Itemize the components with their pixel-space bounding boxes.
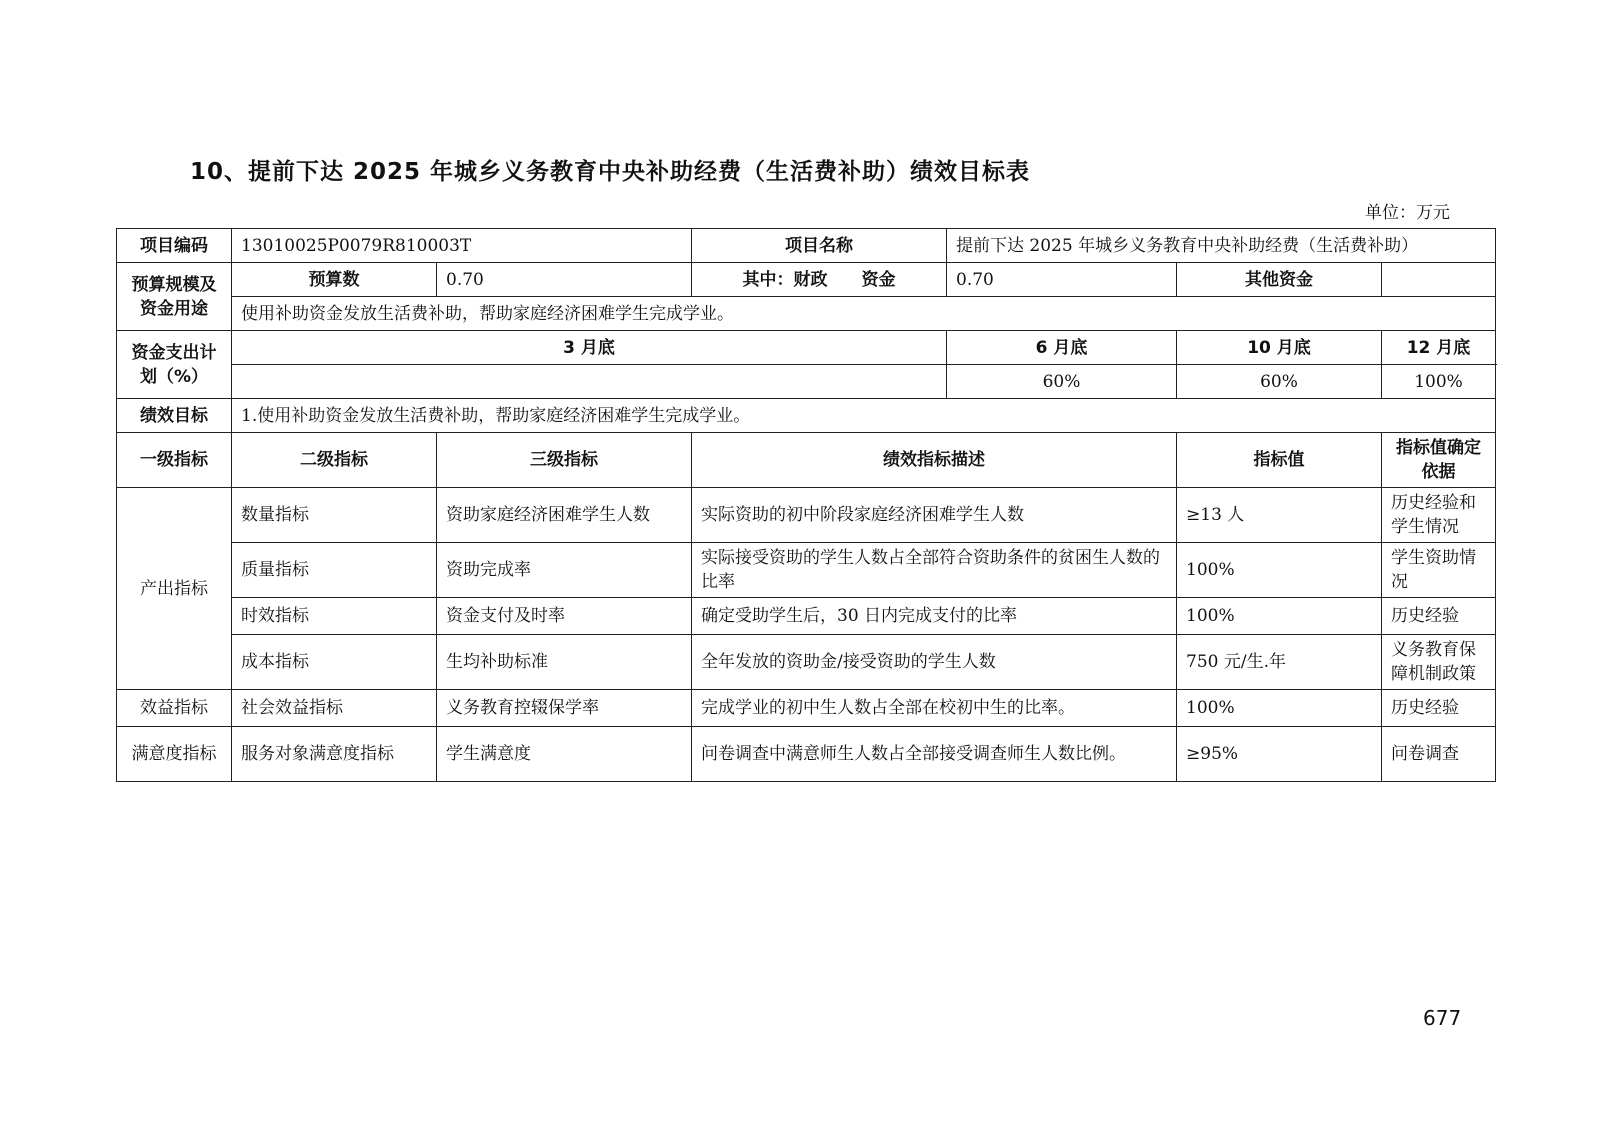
satisfaction-indicator-label: 满意度指标 [117, 727, 232, 782]
plan-header-oct: 10 月底 [1177, 331, 1382, 365]
level2-cell: 数量指标 [232, 488, 437, 543]
budget-amount-value: 0.70 [437, 263, 692, 297]
table-row [117, 488, 1496, 543]
level2-cell: 时效指标 [232, 598, 437, 635]
level2-cell: 社会效益指标 [232, 690, 437, 727]
page-number: 677 [1423, 1006, 1462, 1030]
level3-cell: 义务教育控辍保学率 [437, 690, 692, 727]
plan-value-jun: 60% [947, 365, 1177, 399]
performance-goal-label: 绩效目标 [117, 399, 232, 433]
project-info-row [117, 229, 1496, 263]
basis-cell: 义务教育保障机制政策 [1382, 635, 1496, 690]
level3-cell: 资金支付及时率 [437, 598, 692, 635]
header-level1: 一级指标 [117, 433, 232, 488]
level3-cell: 学生满意度 [437, 727, 692, 782]
description-cell: 确定受助学生后，30 日内完成支付的比率 [692, 598, 1177, 635]
description-cell: 实际接受资助的学生人数占全部符合资助条件的贫困生人数的比率 [692, 543, 1177, 598]
indicator-header-row [117, 433, 1496, 488]
level2-cell: 质量指标 [232, 543, 437, 598]
basis-cell: 历史经验 [1382, 690, 1496, 727]
plan-value-oct: 60% [1177, 365, 1382, 399]
level3-cell: 生均补助标准 [437, 635, 692, 690]
project-code-label: 项目编码 [117, 229, 232, 263]
performance-goal-text: 1.使用补助资金发放生活费补助，帮助家庭经济困难学生完成学业。 [232, 399, 1496, 433]
basis-cell: 学生资助情况 [1382, 543, 1496, 598]
budget-scale-label: 预算规模及资金用途 [117, 263, 232, 331]
spending-plan-header-row [117, 331, 1496, 365]
value-cell: ≥95% [1177, 727, 1382, 782]
other-fund-value [1382, 263, 1496, 297]
fiscal-fund-label: 其中：财政 资金 [692, 263, 947, 297]
table-row [117, 543, 1496, 598]
output-indicator-label: 产出指标 [117, 488, 232, 690]
unit-label: 单位：万元 [1365, 203, 1450, 223]
performance-goal-row [117, 399, 1496, 433]
description-cell: 实际资助的初中阶段家庭经济困难学生人数 [692, 488, 1177, 543]
fund-usage-text: 使用补助资金发放生活费补助，帮助家庭经济困难学生完成学业。 [232, 297, 1496, 331]
basis-cell: 问卷调查 [1382, 727, 1496, 782]
table-row [117, 727, 1496, 782]
spending-plan-label: 资金支出计划（%） [117, 331, 232, 399]
page-title: 10、提前下达 2025 年城乡义务教育中央补助经费（生活费补助）绩效目标表 [190, 159, 1031, 185]
table-row [117, 690, 1496, 727]
value-cell: 750 元/生.年 [1177, 635, 1382, 690]
plan-header-dec: 12 月底 [1382, 331, 1496, 365]
header-description: 绩效指标描述 [692, 433, 1177, 488]
level2-cell: 成本指标 [232, 635, 437, 690]
plan-value-mar [232, 365, 947, 399]
level2-cell: 服务对象满意度指标 [232, 727, 437, 782]
fund-usage-row [117, 297, 1496, 331]
description-cell: 问卷调查中满意师生人数占全部接受调查师生人数比例。 [692, 727, 1177, 782]
level3-cell: 资助完成率 [437, 543, 692, 598]
description-cell: 全年发放的资助金/接受资助的学生人数 [692, 635, 1177, 690]
plan-value-dec: 100% [1382, 365, 1496, 399]
description-cell: 完成学业的初中生人数占全部在校初中生的比率。 [692, 690, 1177, 727]
budget-row [117, 263, 1496, 297]
table-row [117, 635, 1496, 690]
spending-plan-values-row [117, 365, 1496, 399]
value-cell: 100% [1177, 543, 1382, 598]
header-level2: 二级指标 [232, 433, 437, 488]
table-row [117, 598, 1496, 635]
budget-amount-label: 预算数 [232, 263, 437, 297]
value-cell: 100% [1177, 598, 1382, 635]
basis-cell: 历史经验和学生情况 [1382, 488, 1496, 543]
plan-header-mar: 3 月底 [232, 331, 947, 365]
fiscal-fund-value: 0.70 [947, 263, 1177, 297]
value-cell: ≥13 人 [1177, 488, 1382, 543]
level3-cell: 资助家庭经济困难学生人数 [437, 488, 692, 543]
plan-header-jun: 6 月底 [947, 331, 1177, 365]
other-fund-label: 其他资金 [1177, 263, 1382, 297]
header-basis: 指标值确定依据 [1382, 433, 1496, 488]
performance-target-table [116, 228, 1496, 782]
value-cell: 100% [1177, 690, 1382, 727]
header-value: 指标值 [1177, 433, 1382, 488]
benefit-indicator-label: 效益指标 [117, 690, 232, 727]
project-name-value: 提前下达 2025 年城乡义务教育中央补助经费（生活费补助） [947, 229, 1496, 263]
basis-cell: 历史经验 [1382, 598, 1496, 635]
header-level3: 三级指标 [437, 433, 692, 488]
project-name-label: 项目名称 [692, 229, 947, 263]
project-code-value: 13010025P0079R810003T [232, 229, 692, 263]
